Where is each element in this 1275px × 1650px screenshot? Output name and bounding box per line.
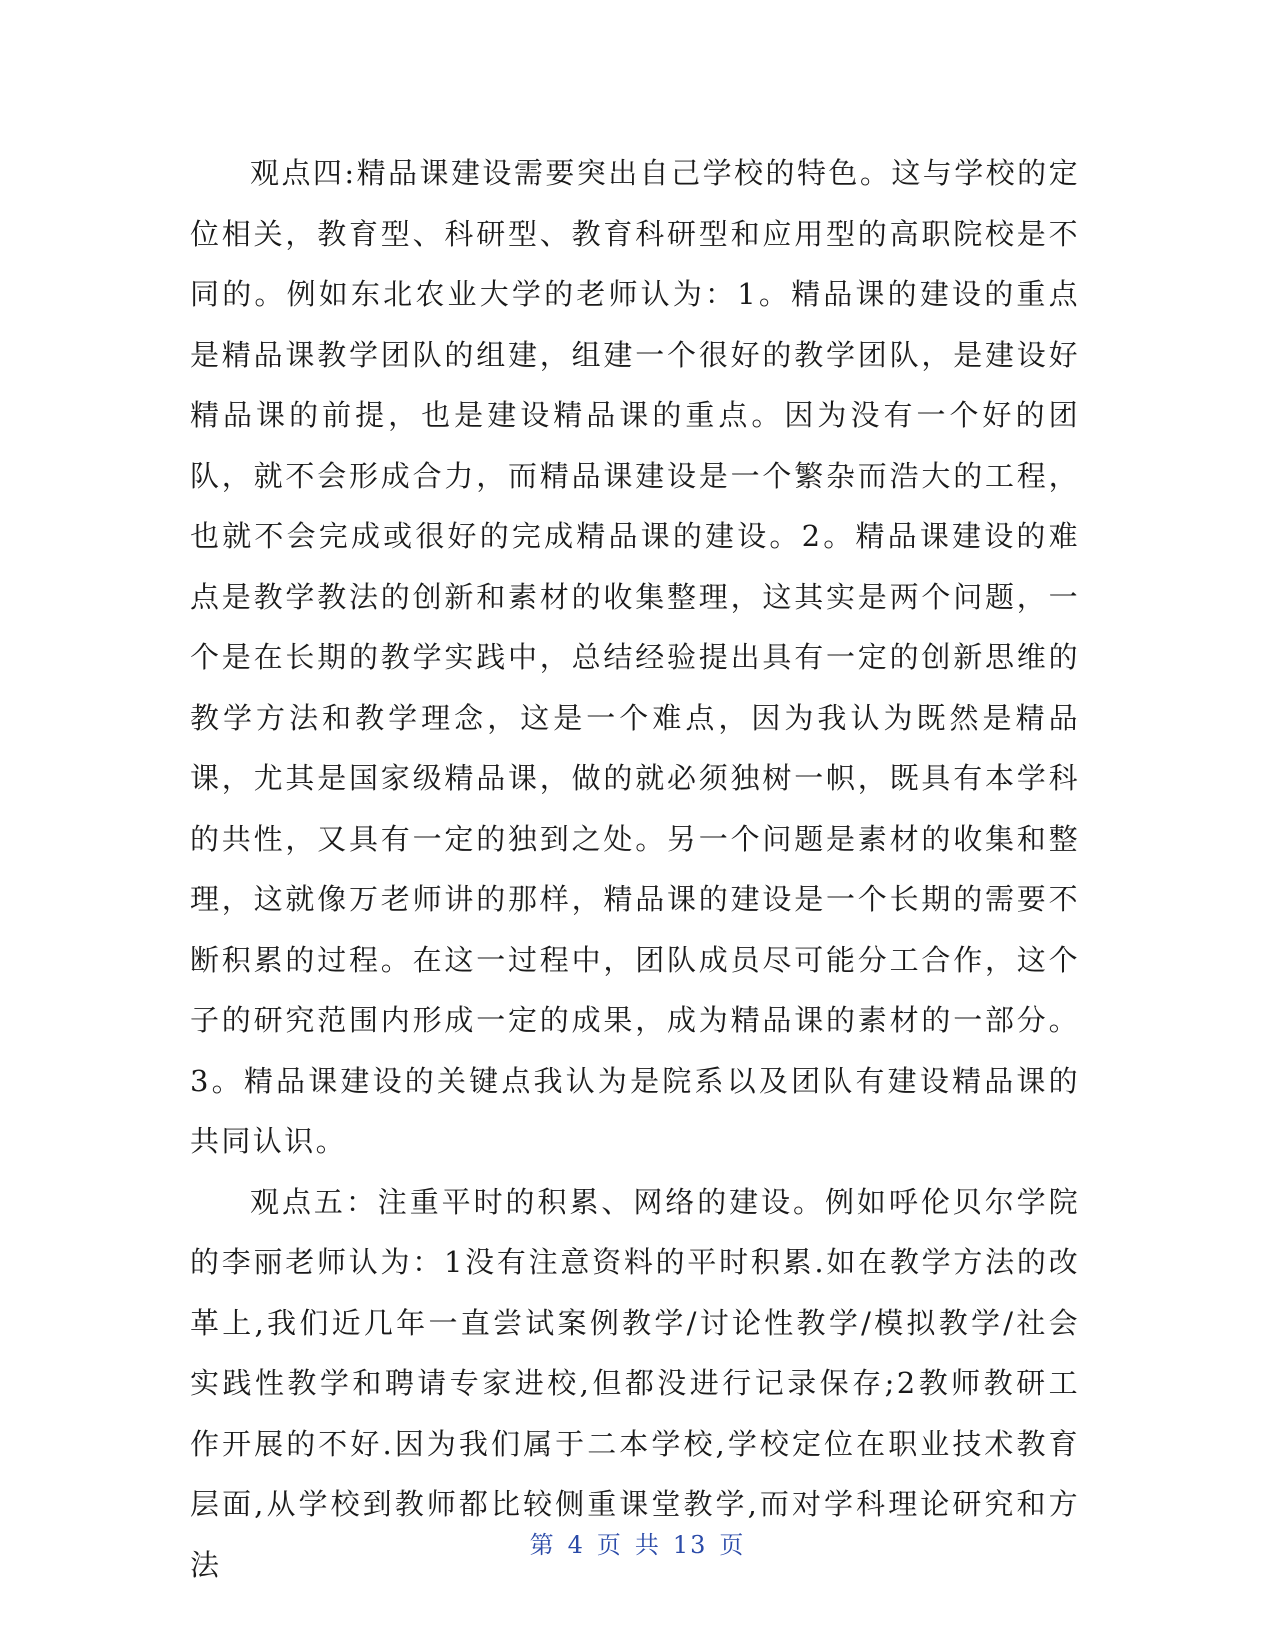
footer-prefix: 第 <box>529 1531 556 1559</box>
page-footer <box>0 1525 1275 1560</box>
footer-suffix: 页 <box>719 1531 746 1559</box>
footer-total-pages: 13 <box>672 1531 708 1559</box>
document-body <box>190 143 1080 1595</box>
footer-total-word: 共 <box>634 1531 661 1559</box>
footer-current-page: 4 <box>567 1531 585 1559</box>
footer-page-word: 页 <box>596 1531 623 1559</box>
paragraph-viewpoint-four: 观点四:精品课建设需要突出自己学校的特色。这与学校的定位相关，教育型、科研型、教育科研型和应用型的高职院校是不同的。例如东北农业大学的老师认为：1。精品课的建设的重点是精品课教学团队的组建，组建一个很好的教学团队，是建设好精品课的前提，也是建设精品课的重点。因为没有一个好的团队，就不会形成合力，而精品课建设是一个繁杂而浩大的工程，也就不会完成或很好的完成精品课的建设。2。精品课建设的难点是教学教法的创新和素材的收集整理，这其实是两个问题，一个是在长期的教学实践中，总结经验提出具有一定的创新思维的教学方法和教学理念，这是一个难点，因为我认为既然是精品课，尤其是国家级精品课，做的就必须独树一帜，既具有本学科的共性，又具有一定的独到之处。另一个问题是素材的收集和整理，这就像万老师讲的那样，精品课的建设是一个长期的需要不断积累的过程。在这一过程中，团队成员尽可能分工合作，这个子的研究范围内形成一定的成果，成为精品课的素材的一部分。3。精品课建设的关键点我认为是院系以及团队有建设精品课的共同认识。 <box>190 156 1080 1158</box>
paragraph-viewpoint-five: 观点五：注重平时的积累、网络的建设。例如呼伦贝尔学院的李丽老师认为：1没有注意资料的平时积累.如在教学方法的改革上,我们近几年一直尝试案例教学/讨论性教学/模拟教学/社会实践性教学和聘请专家进校,但都没进行记录保存;2教师教研工作开展的不好.因为我们属于二本学校,学校定位在职业技术教育层面,从学校到教师都比较侧重课堂教学,而对学科理论研究和方法 <box>190 1184 1080 1582</box>
